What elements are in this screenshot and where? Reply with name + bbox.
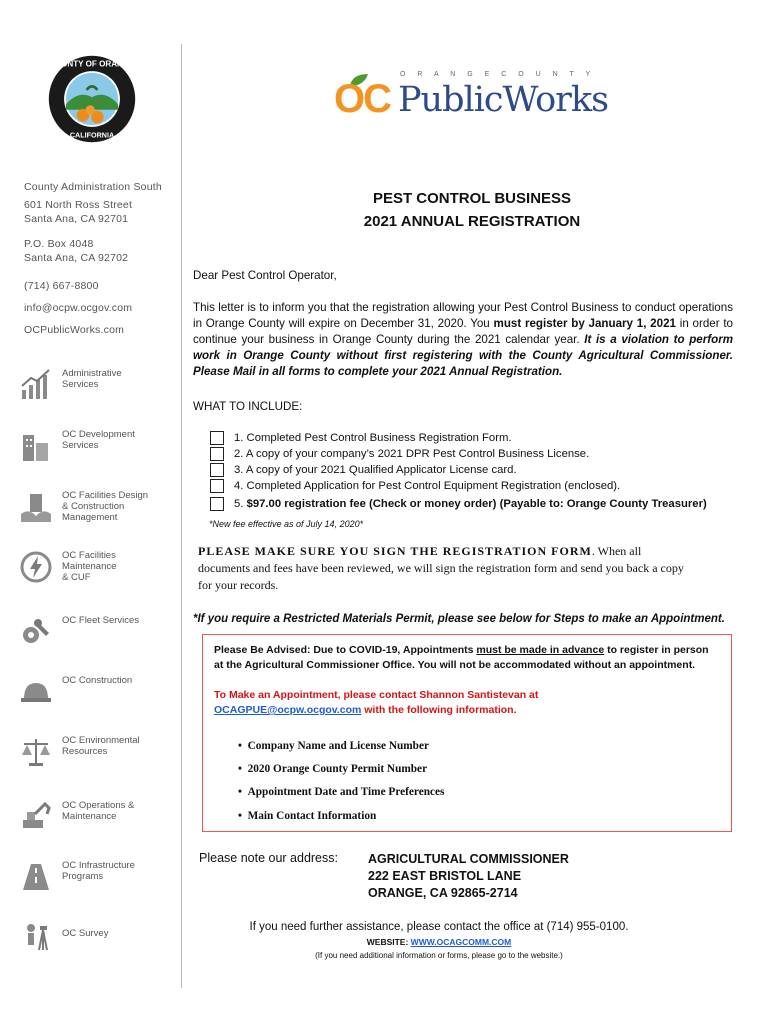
website-link[interactable]: OCPublicWorks.com [24,324,125,336]
surveyor-icon [19,920,53,954]
intro-text-cont: in order to continue your business in Orange County during the 2021 calendar year. [193,317,734,346]
service-label: OC Operations & Maintenance [62,800,135,822]
checkbox-item-2[interactable] [210,447,224,461]
service-administrative [19,368,179,408]
svg-text:CALIFORNIA: CALIFORNIA [69,130,115,140]
website-note: (If you need additional information or forms, please go to the website.) [315,951,563,960]
po-box-line: P.O. Box 4048 [24,238,94,250]
checkbox-item-5[interactable] [210,497,224,511]
bullet-item: • Appointment Date and Time Preferences [238,786,445,798]
bullet-item: • Main Contact Information [238,810,377,822]
service-label: OC Facilities Maintenance & CUF [62,550,117,583]
service-environmental [19,735,179,775]
deadline-text: must register by January 1, 2021 [493,317,676,330]
assistance-text: If you need further assistance, please contact the office at (714) 955-0100. [249,921,629,933]
include-heading: WHAT TO INCLUDE: [193,400,303,413]
service-facilities-design [19,490,179,530]
wrench-gear-icon [19,615,53,649]
phone-number: (714) 667-8800 [24,280,99,292]
county-seal-icon [47,54,137,144]
contact-text: To Make an Appointment, please contact Shannon Santistevan at [214,689,539,701]
service-facilities-maintenance [19,550,179,590]
service-label: OC Fleet Services [62,615,140,626]
address-line: ORANGE, CA 92865-2714 [368,886,518,900]
svg-text:COUNTY OF ORANGE: COUNTY OF ORANGE [49,59,135,69]
fee-text: $97.00 registration fee (Check or money order) (Payable to: Orange County Treasurer) [246,498,707,510]
address-label: Please note our address: [199,851,338,865]
bullet-text: 2020 Orange County Permit Number [247,763,428,775]
service-label: OC Survey [62,928,109,939]
logo-tagline: O R A N G E C O U N T Y [400,71,596,78]
page-title: PEST CONTROL BUSINESS [372,190,572,207]
service-label: OC Facilities Design & Construction Management [62,490,149,523]
service-survey [19,920,179,960]
email-link[interactable]: info@ocpw.ocgov.com [24,302,133,314]
advisory-text-cont: to register in person at the Agricultural Commissioner Office. You will not be accommodated without an appointment. [214,644,709,671]
page-subtitle: 2021 ANNUAL REGISTRATION [363,213,581,230]
contact-email-link[interactable]: OCAGPUE@ocpw.ocgov.com [214,704,362,716]
rmp-note: *If you require a Restricted Materials Permit, please see below for Steps to make an Appointment. [193,613,725,625]
service-label: Administrative Services [62,368,122,390]
checkbox-item-1[interactable] [210,431,224,445]
sidebar [0,0,182,1024]
bullet-item: • 2020 Orange County Permit Number [238,763,428,775]
logo-oc: OC [334,77,390,121]
violation-warning: It is a violation to perform work in Orange County without first registering with the County Agricultural Commissioner. Please Mail in all forms to complete your 2021 Annual Registration. [193,333,734,378]
service-label: OC Environmental Resources [62,735,140,757]
item-number: 5. [234,498,247,510]
balance-scale-icon [19,735,53,769]
road-icon [19,860,53,894]
service-infrastructure [19,860,179,900]
sign-rest: . When all documents and fees have been reviewed, we will sign the registration form and send you back a copy for your records. [198,544,684,592]
sign-emphasis: PLEASE MAKE SURE YOU SIGN THE REGISTRATION FORM [198,544,592,558]
intro-paragraph [193,300,733,380]
website-link[interactable]: WWW.OCAGCOMM.COM [410,937,512,947]
advance-text: must be made in advance [476,644,605,656]
fee-note: *New fee effective as of July 14, 2020* [209,519,364,529]
service-label: OC Development Services [62,429,135,451]
service-development [19,429,179,469]
address-line: 222 EAST BRISTOL LANE [368,869,522,883]
service-label: OC Infrastructure Programs [62,860,135,882]
checkbox-item-3[interactable] [210,463,224,477]
lightning-icon [19,550,53,584]
include-item: 3. A copy of your 2021 Qualified Applicator License card. [234,464,517,476]
address-line: Santa Ana, CA 92701 [24,213,129,225]
bullet-text: Company Name and License Number [247,740,429,752]
website-line [192,937,686,947]
include-item: 2. A copy of your company’s 2021 DPR Pest Control Business License. [234,448,590,460]
service-construction [19,675,179,715]
include-item: 1. Completed Pest Control Business Registration Form. [234,432,512,444]
logo-publicworks: PublicWorks [398,80,609,120]
greeting: Dear Pest Control Operator, [193,269,337,282]
contact-text-cont: with the following information. [361,704,517,716]
chart-growth-icon [19,368,53,402]
website-label: WEBSITE: [366,937,411,947]
building-hands-icon [19,490,53,524]
covid-advisory [214,643,719,673]
sign-instructions [198,543,688,594]
service-operations [19,800,179,840]
address-line: County Administration South [24,181,162,193]
appointment-contact [214,688,719,718]
buildings-icon [19,429,53,463]
mailing-address [368,851,569,902]
bullet-text: Appointment Date and Time Preferences [247,786,445,798]
service-fleet [19,615,179,655]
bullet-text: Main Contact Information [247,810,377,822]
intro-text: This letter is to inform you that the registration allowing your Pest Control Business to conduct operations in Orange County will expire on December 31, 2020. You [193,301,733,330]
excavator-icon [19,800,53,834]
divider [181,44,182,988]
address-line: AGRICULTURAL COMMISSIONER [368,852,569,866]
service-label: OC Construction [62,675,133,686]
hard-hat-icon [19,675,53,709]
address-line: 601 North Ross Street [24,199,133,211]
include-item: 4. Completed Application for Pest Control Equipment Registration (enclosed). [234,480,621,492]
bullet-item: • Company Name and License Number [238,740,429,752]
checkbox-item-4[interactable] [210,479,224,493]
advisory-text: Please Be Advised: Due to COVID-19, Appointments [214,644,477,656]
po-box-line: Santa Ana, CA 92702 [24,252,129,264]
include-item-fee [234,498,707,510]
